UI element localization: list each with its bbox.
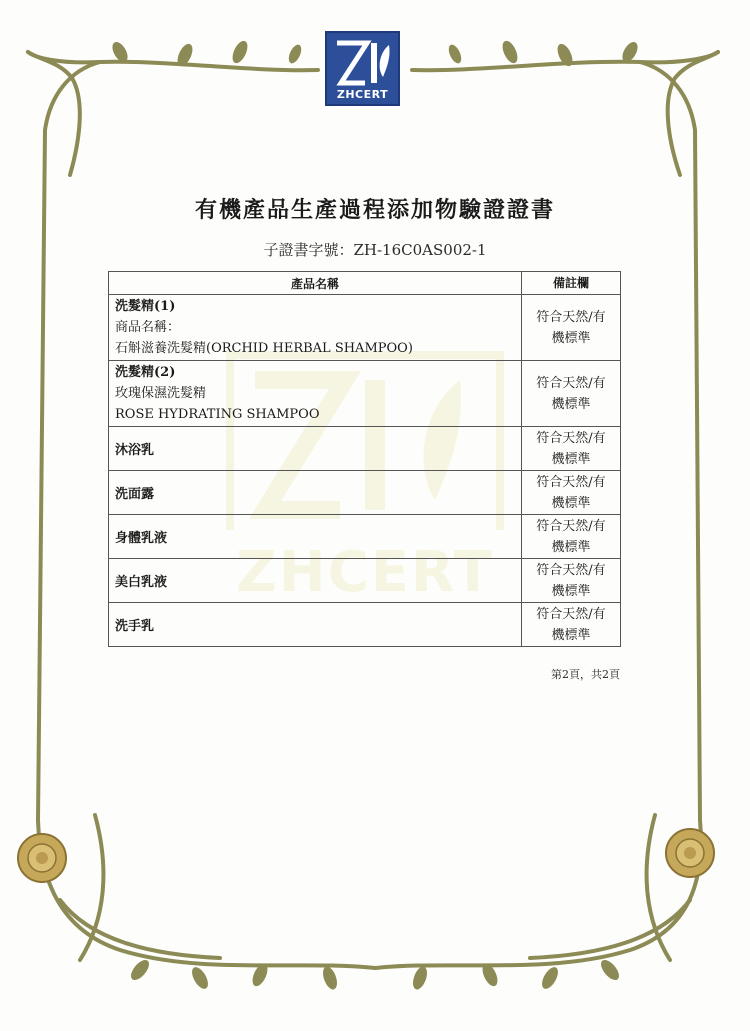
- product-name-header: 產品名稱: [109, 272, 522, 295]
- remark-text: 機標準: [551, 396, 591, 412]
- remark-text: 符合天然/有: [536, 375, 606, 391]
- certificate-title: 有機產品生產過程添加物驗證證書: [194, 197, 555, 223]
- remark-text: 機標準: [551, 539, 591, 555]
- remark-cell: [522, 559, 621, 603]
- remark-header: 備註欄: [522, 272, 621, 295]
- table-row: [109, 295, 621, 361]
- remark-text: 機標準: [551, 495, 591, 511]
- product-name: 洗髮精(1): [115, 299, 176, 314]
- remark-cell: [522, 515, 621, 559]
- remark-text: 機標準: [551, 451, 591, 467]
- remark-cell: [522, 427, 621, 471]
- remark-text: 符合天然/有: [536, 562, 606, 578]
- remark-text: 符合天然/有: [536, 518, 606, 534]
- table-row: [109, 603, 621, 647]
- product-detail: 石斛滋養洗髮精(ORCHID HERBAL SHAMPOO): [115, 341, 413, 356]
- remark-text: 符合天然/有: [536, 474, 606, 490]
- remark-text: 符合天然/有: [536, 606, 606, 622]
- table-row: [109, 361, 621, 427]
- remark-text: 機標準: [551, 627, 591, 643]
- product-name: 洗手乳: [109, 603, 522, 647]
- remark-cell: [522, 471, 621, 515]
- product-name: 美白乳液: [109, 559, 522, 603]
- product-name: 洗髮精(2): [115, 365, 176, 380]
- product-detail: 玫瑰保濕洗髮精: [115, 386, 207, 401]
- flower-left: [18, 834, 66, 882]
- product-name-cell: [109, 295, 522, 361]
- remark-text: 機標準: [551, 330, 591, 346]
- product-detail: 商品名稱：: [115, 320, 181, 335]
- table-row: [109, 471, 621, 515]
- remark-cell: [522, 603, 621, 647]
- product-name: 身體乳液: [109, 515, 522, 559]
- product-detail: ROSE HYDRATING SHAMPOO: [115, 407, 320, 422]
- zhcert-logo: [325, 31, 400, 106]
- table-row: [109, 559, 621, 603]
- remark-text: 符合天然/有: [536, 430, 606, 446]
- remark-cell: [522, 295, 621, 361]
- table-row: [109, 427, 621, 471]
- watermark-text: ZHCERT: [236, 540, 494, 605]
- page-number: 第2頁，共2頁: [551, 668, 620, 681]
- product-name-cell: [109, 361, 522, 427]
- remark-cell: [522, 361, 621, 427]
- remark-text: 符合天然/有: [536, 309, 606, 325]
- table-header-row: [109, 272, 621, 295]
- product-name: 洗面露: [109, 471, 522, 515]
- logo-mark-icon: [327, 35, 398, 91]
- table-row: [109, 515, 621, 559]
- flower-right: [666, 829, 714, 877]
- certificate-number: 子證書字號：ZH-16C0AS002-1: [263, 241, 487, 259]
- remark-text: 機標準: [551, 583, 591, 599]
- product-name: 沐浴乳: [109, 427, 522, 471]
- product-table: [108, 271, 621, 647]
- logo-text: ZHCERT: [336, 88, 389, 101]
